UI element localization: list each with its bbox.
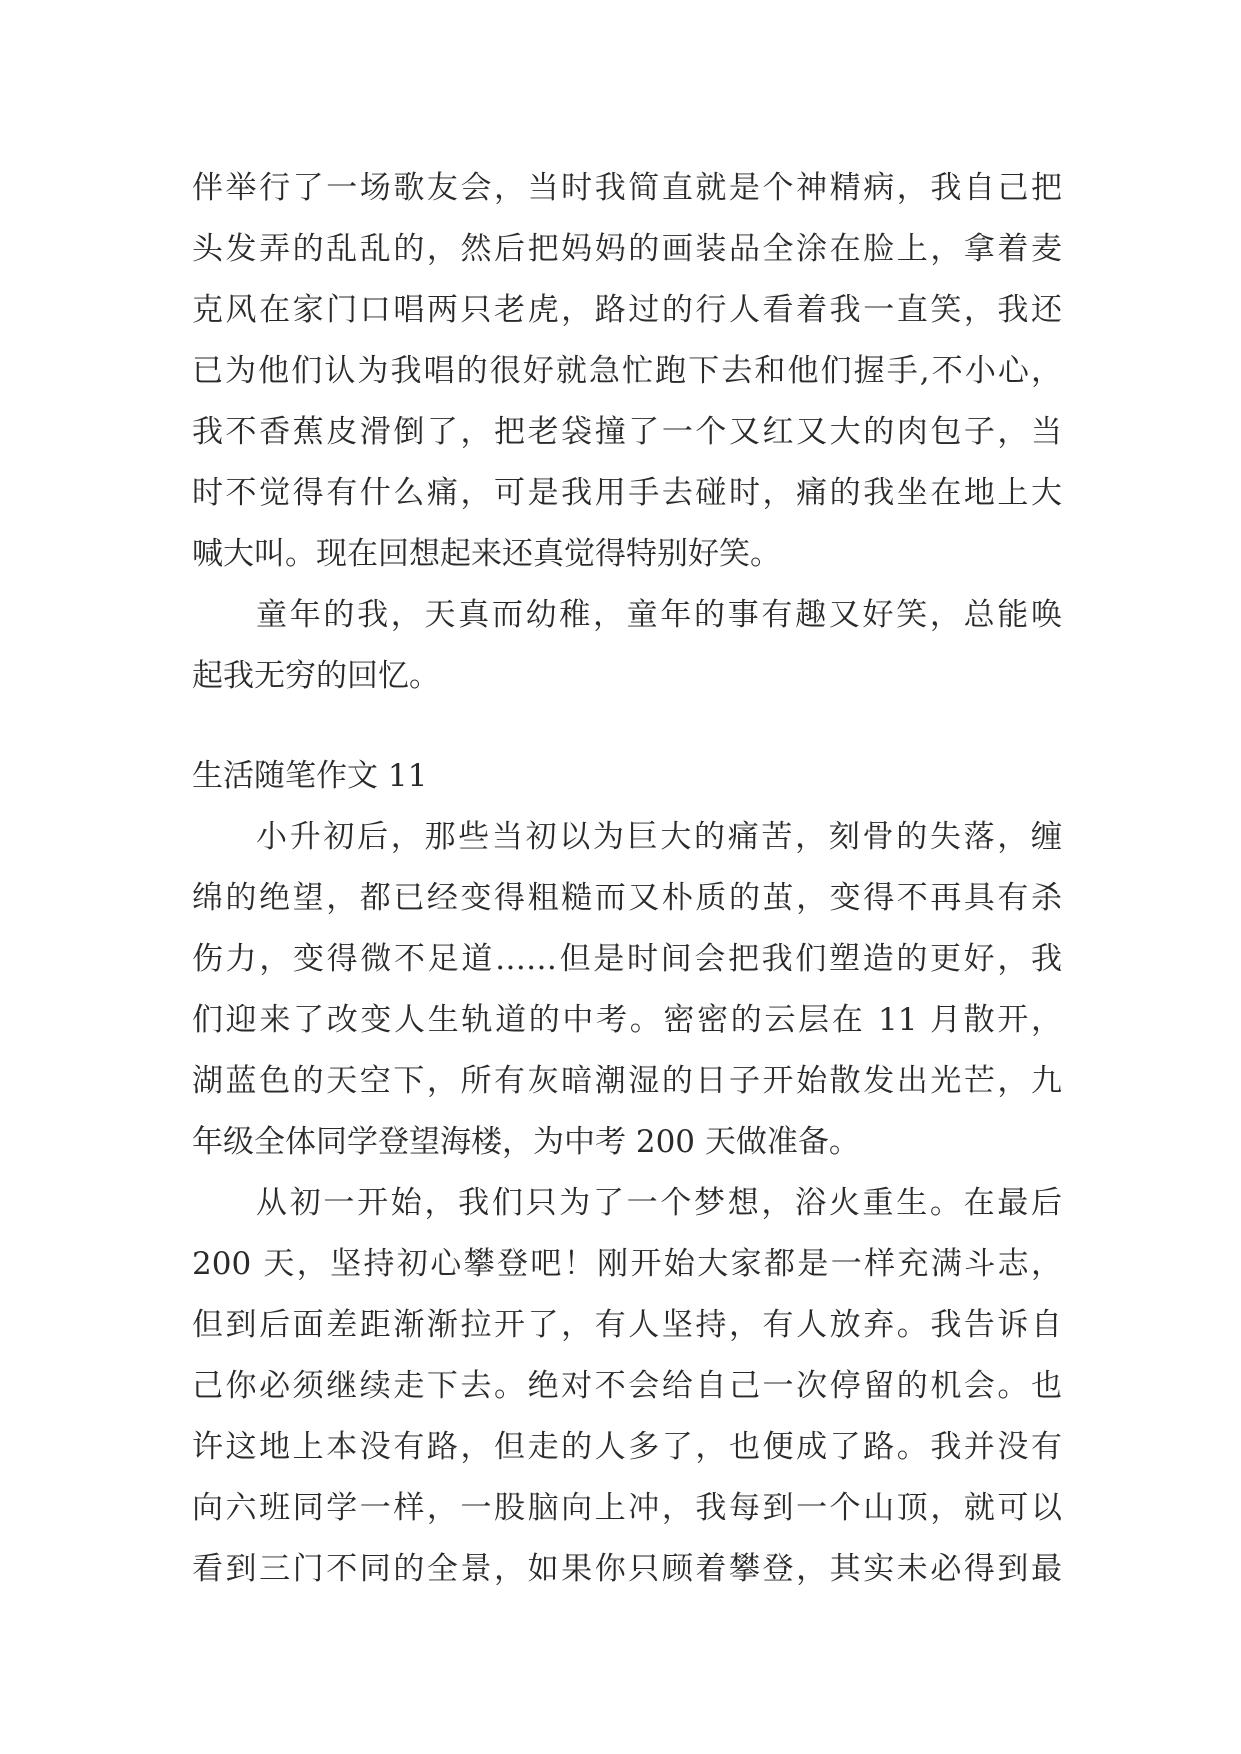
paragraph-line: 伤力，变得微不足道……但是时间会把我们塑造的更好，我 bbox=[192, 941, 1062, 977]
paragraph-line: 看到三门不同的全景，如果你只顾着攀登，其实未必得到最 bbox=[192, 1551, 1062, 1587]
paragraph-line: 我不香蕉皮滑倒了，把老袋撞了一个又红又大的肉包子，当 bbox=[192, 414, 1062, 450]
paragraph-line: 头发弄的乱乱的，然后把妈妈的画装品全涂在脸上，拿着麦 bbox=[192, 231, 1062, 267]
paragraph-line: 但到后面差距渐渐拉开了，有人坚持，有人放弃。我告诉自 bbox=[192, 1307, 1062, 1343]
paragraph-line: 伴举行了一场歌友会，当时我简直就是个神精病，我自己把 bbox=[192, 170, 1062, 206]
paragraph-line: 童年的我，天真而幼稚，童年的事有趣又好笑，总能唤 bbox=[256, 597, 1062, 633]
paragraph-line: 从初一开始，我们只为了一个梦想，浴火重生。在最后 bbox=[256, 1185, 1062, 1221]
paragraph-line: 己你必须继续走下去。绝对不会给自己一次停留的机会。也 bbox=[192, 1368, 1062, 1404]
paragraph-line: 绵的绝望，都已经变得粗糙而又朴质的茧，变得不再具有杀 bbox=[192, 880, 1062, 916]
paragraph-line: 小升初后，那些当初以为巨大的痛苦，刻骨的失落，缠 bbox=[256, 819, 1062, 855]
paragraph-line: 许这地上本没有路，但走的人多了，也便成了路。我并没有 bbox=[192, 1429, 1062, 1465]
paragraph-line: 克风在家门口唱两只老虎，路过的行人看着我一直笑，我还 bbox=[192, 292, 1062, 328]
paragraph-line: 年级全体同学登望海楼，为中考 200 天做准备。 bbox=[192, 1124, 860, 1160]
paragraph-line: 喊大叫。现在回想起来还真觉得特别好笑。 bbox=[192, 536, 781, 572]
paragraph-line: 时不觉得有什么痛，可是我用手去碰时，痛的我坐在地上大 bbox=[192, 475, 1062, 511]
paragraph-line: 湖蓝色的天空下，所有灰暗潮湿的日子开始散发出光芒，九 bbox=[192, 1063, 1062, 1099]
paragraph-line: 们迎来了改变人生轨道的中考。密密的云层在 11 月散开， bbox=[192, 1002, 1062, 1038]
paragraph-line: 向六班同学一样，一股脑向上冲，我每到一个山顶，就可以 bbox=[192, 1490, 1062, 1526]
paragraph-line: 起我无穷的回忆。 bbox=[192, 658, 440, 694]
paragraph-line: 已为他们认为我唱的很好就急忙跑下去和他们握手,不小心， bbox=[192, 353, 1062, 389]
section-title: 生活随笔作文 11 bbox=[192, 758, 428, 794]
paragraph-line: 200 天，坚持初心攀登吧！刚开始大家都是一样充满斗志， bbox=[192, 1246, 1062, 1282]
